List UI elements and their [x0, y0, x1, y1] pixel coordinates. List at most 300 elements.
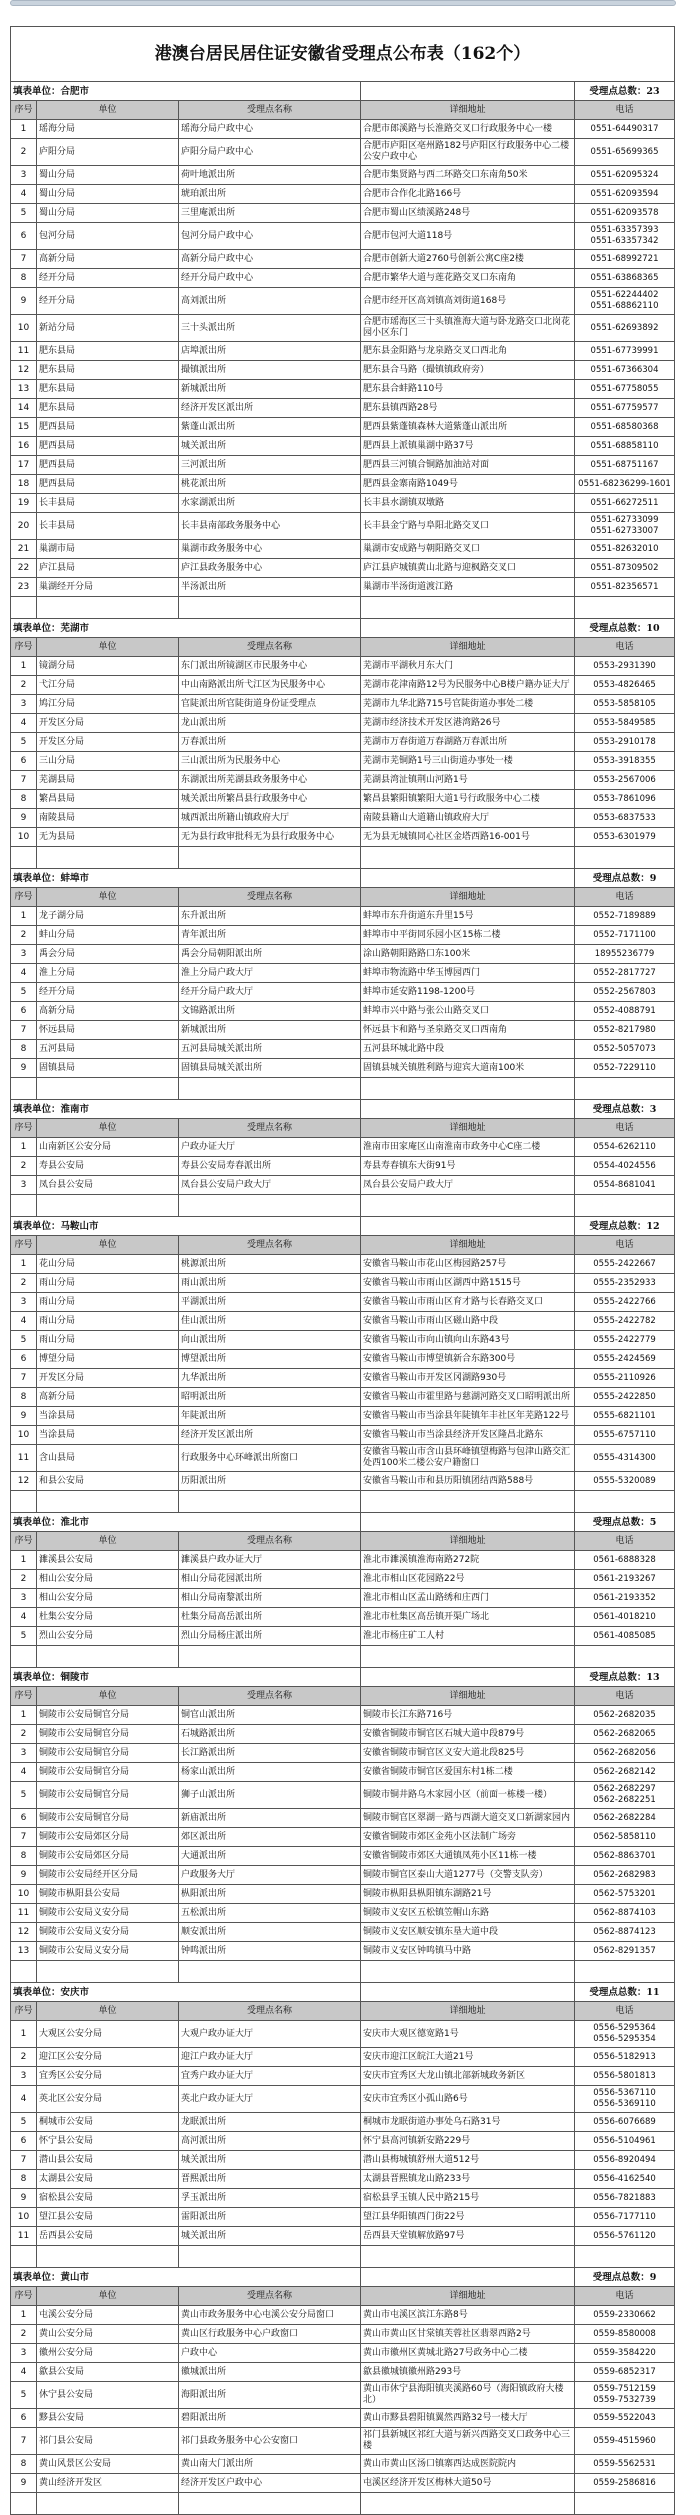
acceptance-point-name: 枞阳派出所: [179, 1885, 361, 1904]
phone-number: 0561-2193267: [575, 1570, 675, 1589]
table-row: [11, 714, 675, 733]
phone-number: 0553-2567006: [575, 771, 675, 790]
unit-name: 桐城市公安局: [37, 2113, 179, 2132]
section-unit-label: 填表单位：黄山市: [11, 2268, 361, 2287]
empty-cell: [11, 1646, 37, 1668]
acceptance-points-table: [10, 26, 675, 2515]
address: 安徽省马鞍山市雨山区磁山路中段: [361, 1312, 575, 1331]
empty-cell: [575, 847, 675, 869]
column-header-acceptance-point-name: 受理点名称: [179, 1532, 361, 1551]
row-number: 4: [11, 1312, 37, 1331]
empty-cell: [575, 1195, 675, 1217]
column-header-row-number: 序号: [11, 888, 37, 907]
table-row: [11, 1059, 675, 1078]
table-row: [11, 983, 675, 1002]
column-header-row: [11, 1236, 675, 1255]
column-header-row: [11, 888, 675, 907]
column-header-acceptance-point-name: 受理点名称: [179, 888, 361, 907]
acceptance-point-name: 五松派出所: [179, 1904, 361, 1923]
phone-number: 0551-62093578: [575, 204, 675, 223]
row-number: 4: [11, 2363, 37, 2382]
row-number: 2: [11, 2048, 37, 2067]
acceptance-point-name: 相山分局花园派出所: [179, 1570, 361, 1589]
phone-number: 0551-62693892: [575, 315, 675, 342]
table-row: [11, 1866, 675, 1885]
column-header-row: [11, 1532, 675, 1551]
unit-name: 无为县局: [37, 828, 179, 847]
empty-cell: [37, 1961, 179, 1983]
table-row: [11, 1570, 675, 1589]
empty-cell: [37, 597, 179, 619]
address: 安徽省马鞍山市雨山区育才路与长春路交叉口: [361, 1293, 575, 1312]
phone-number: 0556-5104961: [575, 2132, 675, 2151]
empty-cell: [11, 1491, 37, 1513]
acceptance-point-name: 郊区派出所: [179, 1828, 361, 1847]
phone-number: 0553-6837533: [575, 809, 675, 828]
column-header-row: [11, 1119, 675, 1138]
unit-name: 瑶海分局: [37, 120, 179, 139]
table-row: [11, 790, 675, 809]
address: 五河县环城北路中段: [361, 1040, 575, 1059]
column-header-unit-name: 单位: [37, 2002, 179, 2021]
table-row: [11, 2170, 675, 2189]
table-row: [11, 2344, 675, 2363]
phone-number: 0556-5367110 0556-5369110: [575, 2086, 675, 2113]
address: 黄山市屯溪区滨江东路8号: [361, 2306, 575, 2325]
row-number: 11: [11, 1904, 37, 1923]
phone-number: 0551-66272511: [575, 494, 675, 513]
table-row: [11, 2363, 675, 2382]
blank-spacer-row: [11, 1646, 675, 1668]
unit-name: 当涂县局: [37, 1407, 179, 1426]
column-header-row-number: 序号: [11, 2287, 37, 2306]
unit-name: 三山分局: [37, 752, 179, 771]
row-number: 10: [11, 2208, 37, 2227]
phone-number: 0551-62733099 0551-62733007: [575, 513, 675, 540]
unit-name: 英北区公安分局: [37, 2086, 179, 2113]
unit-name: 和县公安局: [37, 1472, 179, 1491]
column-header-address: 详细地址: [361, 2287, 575, 2306]
address: 合肥市郎溪路与长淮路交叉口行政服务中心一楼: [361, 120, 575, 139]
row-number: 4: [11, 185, 37, 204]
phone-number: 0559-2330662: [575, 2306, 675, 2325]
row-number: 15: [11, 418, 37, 437]
empty-cell: [179, 1961, 361, 1983]
phone-number: 0562-2682035: [575, 1706, 675, 1725]
table-row: [11, 1942, 675, 1961]
row-number: 22: [11, 559, 37, 578]
acceptance-point-name: 海阳派出所: [179, 2382, 361, 2409]
unit-name: 杜集公安分局: [37, 1608, 179, 1627]
unit-name: 怀远县局: [37, 1021, 179, 1040]
unit-name: 黄山公安分局: [37, 2325, 179, 2344]
unit-name: 祁门县公安局: [37, 2428, 179, 2455]
column-header-acceptance-point-name: 受理点名称: [179, 2287, 361, 2306]
acceptance-point-name: 凤台县公安局户政大厅: [179, 1176, 361, 1195]
unit-name: 相山公安分局: [37, 1570, 179, 1589]
address: 固镇县城关镇胜利路与迎宾大道南100米: [361, 1059, 575, 1078]
phone-number: 0551-68580368: [575, 418, 675, 437]
table-row: [11, 2382, 675, 2409]
phone-number: 0562-2682065: [575, 1725, 675, 1744]
table-row: [11, 1847, 675, 1866]
table-row: [11, 926, 675, 945]
address: 庐江县庐城镇黄山北路与迎枫路交叉口: [361, 559, 575, 578]
row-number: 13: [11, 1942, 37, 1961]
table-row: [11, 771, 675, 790]
column-header-phone-number: 电话: [575, 1119, 675, 1138]
phone-number: 0562-8863701: [575, 1847, 675, 1866]
phone-number: 0562-2682056: [575, 1744, 675, 1763]
phone-number: 0559-5522043: [575, 2409, 675, 2428]
row-number: 5: [11, 1627, 37, 1646]
column-header-acceptance-point-name: 受理点名称: [179, 1687, 361, 1706]
unit-name: 镜湖分局: [37, 657, 179, 676]
address: 蚌埠市兴中路与张公山路交叉口: [361, 1002, 575, 1021]
row-number: 3: [11, 1589, 37, 1608]
empty-cell: [361, 2246, 575, 2268]
phone-number: 0555-2110926: [575, 1369, 675, 1388]
row-number: 9: [11, 809, 37, 828]
phone-number: 0553-6301979: [575, 828, 675, 847]
table-row: [11, 456, 675, 475]
unit-name: 铜陵市公安局铜官分局: [37, 1725, 179, 1744]
unit-name: 固镇县局: [37, 1059, 179, 1078]
section-empty-cell: [361, 1100, 575, 1119]
row-number: 23: [11, 578, 37, 597]
empty-cell: [37, 847, 179, 869]
phone-number: 0555-4314300: [575, 1445, 675, 1472]
phone-number: 0551-65699365: [575, 139, 675, 166]
blank-spacer-row: [11, 1961, 675, 1983]
address: 安徽省马鞍山市和县历阳镇团结西路588号: [361, 1472, 575, 1491]
phone-number: 0552-2817727: [575, 964, 675, 983]
section-unit-row: [11, 82, 675, 101]
row-number: 3: [11, 1744, 37, 1763]
acceptance-point-name: 铜官山派出所: [179, 1706, 361, 1725]
unit-name: 巢湖经开分局: [37, 578, 179, 597]
blank-spacer-row: [11, 1195, 675, 1217]
address: 歙县徽城镇徽州路293号: [361, 2363, 575, 2382]
acceptance-point-name: 东湖派出所芜湖县政务服务中心: [179, 771, 361, 790]
unit-name: 濉溪县公安局: [37, 1551, 179, 1570]
phone-number: 0559-3584220: [575, 2344, 675, 2363]
column-header-unit-name: 单位: [37, 888, 179, 907]
acceptance-point-name: 行政服务中心环峰派出所窗口: [179, 1445, 361, 1472]
address: 巢湖市安成路与朝阳路交叉口: [361, 540, 575, 559]
section-unit-label: 填表单位：合肥市: [11, 82, 361, 101]
address: 肥东县镇西路28号: [361, 399, 575, 418]
address: 蚌埠市东升街道东升里15号: [361, 907, 575, 926]
phone-number: 0555-6821101: [575, 1407, 675, 1426]
address: 蚌埠市中平街同乐园小区15栋二楼: [361, 926, 575, 945]
table-row: [11, 964, 675, 983]
unit-name: 弋江分局: [37, 676, 179, 695]
acceptance-point-name: 博望派出所: [179, 1350, 361, 1369]
acceptance-point-name: 城关派出所: [179, 2151, 361, 2170]
acceptance-point-name: 城关派出所: [179, 2227, 361, 2246]
address: 涂山路朝阳路路口东100米: [361, 945, 575, 964]
table-row: [11, 2306, 675, 2325]
phone-number: 0551-67758055: [575, 380, 675, 399]
acceptance-point-name: 九华派出所: [179, 1369, 361, 1388]
unit-name: 含山县局: [37, 1445, 179, 1472]
acceptance-point-name: 瑶海分局户政中心: [179, 120, 361, 139]
unit-name: 肥西县局: [37, 437, 179, 456]
row-number: 9: [11, 1059, 37, 1078]
table-row: [11, 1551, 675, 1570]
acceptance-point-name: 半汤派出所: [179, 578, 361, 597]
phone-number: 0562-5753201: [575, 1885, 675, 1904]
address: 淮北市杨庄矿工人村: [361, 1627, 575, 1646]
unit-name: 雨山分局: [37, 1331, 179, 1350]
phone-number: 0556-5182913: [575, 2048, 675, 2067]
table-row: [11, 1809, 675, 1828]
acceptance-point-name: 庐阳分局户政中心: [179, 139, 361, 166]
blank-spacer-row: [11, 597, 675, 619]
phone-number: 0562-2682983: [575, 1866, 675, 1885]
row-number: 2: [11, 1157, 37, 1176]
address: 安庆市迎江区皖江大道21号: [361, 2048, 575, 2067]
acceptance-point-name: 宜秀户政办证大厅: [179, 2067, 361, 2086]
section-total-count: 受理点总数：3: [575, 1100, 675, 1119]
row-number: 6: [11, 752, 37, 771]
unit-name: 大观区公安分局: [37, 2021, 179, 2048]
blank-spacer-row: [11, 1078, 675, 1100]
table-row: [11, 223, 675, 250]
unit-name: 铜陵市公安局铜官分局: [37, 1744, 179, 1763]
address: 安徽省铜陵市铜官区石城大道中段879号: [361, 1725, 575, 1744]
table-row: [11, 2132, 675, 2151]
unit-name: 铜陵市公安局义安分局: [37, 1942, 179, 1961]
row-number: 9: [11, 1407, 37, 1426]
acceptance-point-name: 黄山区行政服务中心户政窗口: [179, 2325, 361, 2344]
acceptance-point-name: 顺安派出所: [179, 1923, 361, 1942]
section-total-count: 受理点总数：9: [575, 2268, 675, 2287]
acceptance-point-name: 孚玉派出所: [179, 2189, 361, 2208]
section-empty-cell: [361, 82, 575, 101]
section-unit-label: 填表单位：芜湖市: [11, 619, 361, 638]
empty-cell: [361, 1491, 575, 1513]
row-number: 7: [11, 1828, 37, 1847]
table-row: [11, 1472, 675, 1491]
acceptance-point-name: 昭明派出所: [179, 1388, 361, 1407]
address: 芜湖县湾沚镇荆山河路1号: [361, 771, 575, 790]
column-header-row-number: 序号: [11, 638, 37, 657]
row-number: 4: [11, 2086, 37, 2113]
phone-number: 0562-2682297 0562-2682251: [575, 1782, 675, 1809]
blank-spacer-row: [11, 1491, 675, 1513]
empty-cell: [179, 597, 361, 619]
address: 怀远县卞和路与圣泉路交叉口西南角: [361, 1021, 575, 1040]
address: 合肥市瑶海区三十头镇淮海大道与卧龙路交口北岗花园小区东门: [361, 315, 575, 342]
acceptance-point-name: 店埠派出所: [179, 342, 361, 361]
address: 铜陵市长江东路716号: [361, 1706, 575, 1725]
acceptance-point-name: 三里庵派出所: [179, 204, 361, 223]
row-number: 6: [11, 1809, 37, 1828]
phone-number: 0556-6076689: [575, 2113, 675, 2132]
empty-cell: [37, 1646, 179, 1668]
acceptance-point-name: 桃源派出所: [179, 1255, 361, 1274]
table-row: [11, 1176, 675, 1195]
empty-cell: [37, 1078, 179, 1100]
row-number: 12: [11, 361, 37, 380]
unit-name: 花山分局: [37, 1255, 179, 1274]
phone-number: 0551-68236299-1601: [575, 475, 675, 494]
table-row: [11, 695, 675, 714]
row-number: 3: [11, 1176, 37, 1195]
row-number: 12: [11, 1923, 37, 1942]
section-unit-row: [11, 869, 675, 888]
acceptance-point-name: 城关派出所繁昌县行政服务中心: [179, 790, 361, 809]
acceptance-point-name: 官陡派出所官陡街道身份证受理点: [179, 695, 361, 714]
address: 芜湖市万春街道万春湖路万春派出所: [361, 733, 575, 752]
row-number: 3: [11, 1293, 37, 1312]
acceptance-point-name: 青年派出所: [179, 926, 361, 945]
unit-name: 宿松县公安局: [37, 2189, 179, 2208]
phone-number: 0553-2910178: [575, 733, 675, 752]
address: 合肥市庐阳区亳州路182号庐阳区行政服务中心二楼公安户政中心: [361, 139, 575, 166]
column-header-phone-number: 电话: [575, 888, 675, 907]
unit-name: 寿县公安局: [37, 1157, 179, 1176]
row-number: 21: [11, 540, 37, 559]
unit-name: 铜陵市公安局铜官分局: [37, 1763, 179, 1782]
address: 宿松县孚玉镇人民中路215号: [361, 2189, 575, 2208]
acceptance-point-name: 琥珀派出所: [179, 185, 361, 204]
acceptance-point-name: 经开分局户政大厅: [179, 983, 361, 1002]
row-number: 3: [11, 166, 37, 185]
table-row: [11, 1904, 675, 1923]
table-row: [11, 2208, 675, 2227]
table-row: [11, 657, 675, 676]
unit-name: 蜀山分局: [37, 185, 179, 204]
row-number: 7: [11, 1021, 37, 1040]
table-row: [11, 437, 675, 456]
address: 安徽省马鞍山市花山区梅园路257号: [361, 1255, 575, 1274]
row-number: 1: [11, 1138, 37, 1157]
row-number: 5: [11, 2113, 37, 2132]
column-header-acceptance-point-name: 受理点名称: [179, 101, 361, 120]
unit-name: 新站分局: [37, 315, 179, 342]
address: 长丰县金宁路与阜阳北路交叉口: [361, 513, 575, 540]
row-number: 19: [11, 494, 37, 513]
address: 黄山市徽州区黄城北路27号政务中心二楼: [361, 2344, 575, 2363]
row-number: 6: [11, 2132, 37, 2151]
table-row: [11, 2067, 675, 2086]
section-unit-label: 填表单位：马鞍山市: [11, 1217, 361, 1236]
row-number: 8: [11, 790, 37, 809]
table-row: [11, 1828, 675, 1847]
column-header-row-number: 序号: [11, 1687, 37, 1706]
row-number: 7: [11, 1369, 37, 1388]
column-header-row: [11, 101, 675, 120]
acceptance-point-name: 包河分局户政中心: [179, 223, 361, 250]
unit-name: 肥西县局: [37, 456, 179, 475]
row-number: 2: [11, 1274, 37, 1293]
address: 安徽省马鞍山市当涂县经济开发区隆昌北路东: [361, 1426, 575, 1445]
address: 淮北市相山区孟山路绣和庄西门: [361, 1589, 575, 1608]
table-row: [11, 2086, 675, 2113]
acceptance-point-name: 高河派出所: [179, 2132, 361, 2151]
row-number: 17: [11, 456, 37, 475]
address: 无为县无城镇同心社区金塔西路16-001号: [361, 828, 575, 847]
row-number: 14: [11, 399, 37, 418]
address: 芜湖市经济技术开发区港湾路26号: [361, 714, 575, 733]
phone-number: 0559-2586816: [575, 2474, 675, 2493]
acceptance-point-name: 新庙派出所: [179, 1809, 361, 1828]
phone-number: 0552-2567803: [575, 983, 675, 1002]
phone-number: 0551-62095324: [575, 166, 675, 185]
unit-name: 当涂县局: [37, 1426, 179, 1445]
address: 安庆市大观区德宽路1号: [361, 2021, 575, 2048]
row-number: 10: [11, 315, 37, 342]
row-number: 8: [11, 269, 37, 288]
address: 淮南市田家庵区山南淮南市政务中心C座二楼: [361, 1138, 575, 1157]
phone-number: 0559-6852317: [575, 2363, 675, 2382]
column-header-row-number: 序号: [11, 2002, 37, 2021]
table-row: [11, 2151, 675, 2170]
phone-number: 0559-7512159 0559-7532739: [575, 2382, 675, 2409]
address: 安徽省马鞍山市霍里路与慈湖河路交叉口昭明派出所: [361, 1388, 575, 1407]
unit-name: 黟县公安局: [37, 2409, 179, 2428]
column-header-phone-number: 电话: [575, 2002, 675, 2021]
unit-name: 开发区分局: [37, 1369, 179, 1388]
acceptance-point-name: 高刘派出所: [179, 288, 361, 315]
table-row: [11, 1608, 675, 1627]
address: 祁门县新城区祁红大道与新兴西路交叉口政务中心三楼: [361, 2428, 575, 2455]
table-row: [11, 1763, 675, 1782]
row-number: 1: [11, 1706, 37, 1725]
address: 寿县寿春镇东大街91号: [361, 1157, 575, 1176]
acceptance-point-name: 东升派出所: [179, 907, 361, 926]
table-row: [11, 2113, 675, 2132]
phone-number: 0556-5801813: [575, 2067, 675, 2086]
address: 芜湖市花津南路12号为民服务中心B楼户籍办证大厅: [361, 676, 575, 695]
address: 安徽省铜陵市铜官区爱国东村1栋二楼: [361, 1763, 575, 1782]
phone-number: 0562-5858110: [575, 1828, 675, 1847]
acceptance-point-name: 三河派出所: [179, 456, 361, 475]
unit-name: 铜陵市公安局铜官分局: [37, 1809, 179, 1828]
unit-name: 雨山分局: [37, 1293, 179, 1312]
address: 安庆市宜秀区小孤山路6号: [361, 2086, 575, 2113]
address: 淮北市濉溪镇淮海南路272院: [361, 1551, 575, 1570]
table-row: [11, 1407, 675, 1426]
table-row: [11, 269, 675, 288]
address: 合肥市蜀山区绩溪路248号: [361, 204, 575, 223]
table-row: [11, 1157, 675, 1176]
unit-name: 山南新区公安分局: [37, 1138, 179, 1157]
table-row: [11, 1426, 675, 1445]
acceptance-point-name: 东门派出所镜湖区市民服务中心: [179, 657, 361, 676]
address: 芜湖市芜铜路1号三山街道办事处一楼: [361, 752, 575, 771]
scroll-bar[interactable]: [10, 0, 676, 6]
acceptance-point-name: 大观户政办证大厅: [179, 2021, 361, 2048]
empty-cell: [179, 1491, 361, 1513]
phone-number: 0562-2682142: [575, 1763, 675, 1782]
empty-cell: [37, 2493, 179, 2515]
column-header-phone-number: 电话: [575, 1687, 675, 1706]
acceptance-point-name: 撮镇派出所: [179, 361, 361, 380]
row-number: 18: [11, 475, 37, 494]
address: 南陵县籍山大道籍山镇政府大厅: [361, 809, 575, 828]
unit-name: 高新分局: [37, 1002, 179, 1021]
row-number: 9: [11, 1866, 37, 1885]
phone-number: 0559-5562531: [575, 2455, 675, 2474]
unit-name: 经开分局: [37, 288, 179, 315]
phone-number: 0555-2352933: [575, 1274, 675, 1293]
phone-number: 0553-5858105: [575, 695, 675, 714]
phone-number: 0555-2422779: [575, 1331, 675, 1350]
